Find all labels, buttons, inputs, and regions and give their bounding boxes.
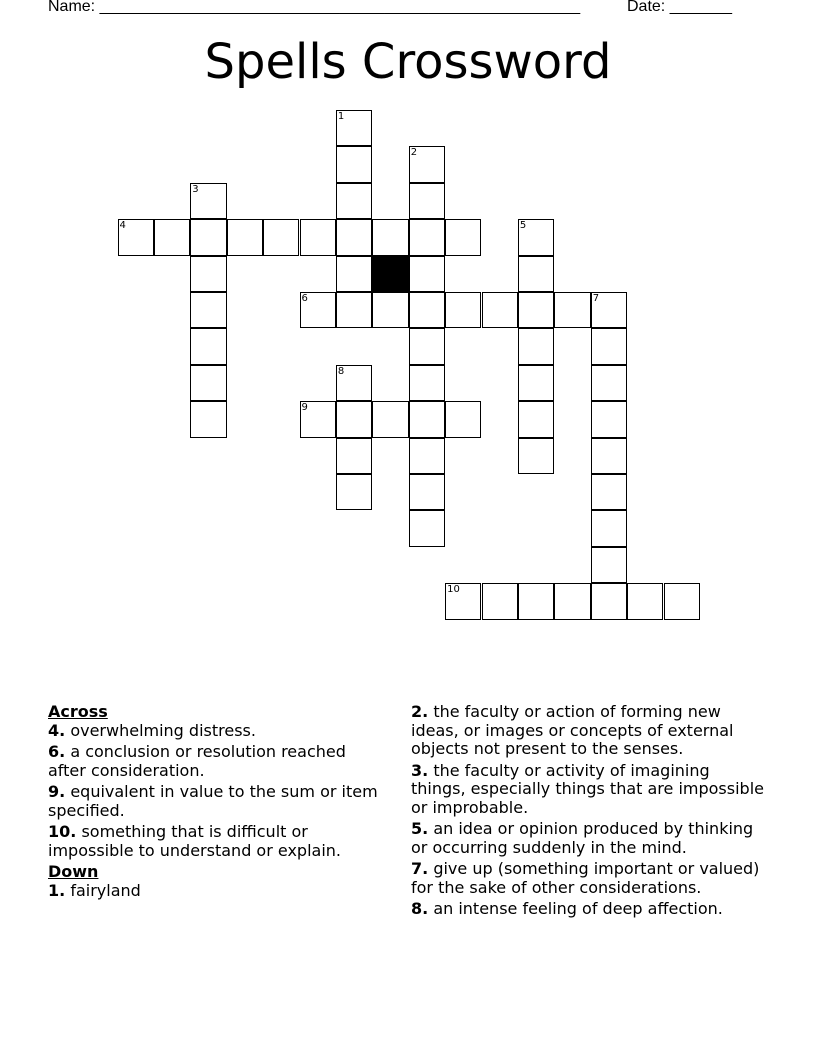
down-heading: Down	[48, 862, 99, 881]
grid-cell	[300, 292, 336, 328]
grid-cell	[372, 219, 408, 255]
clue-number: 9.	[48, 782, 66, 801]
grid-cell	[227, 219, 263, 255]
clue-number: 2.	[411, 702, 429, 721]
clue-number-label: 9	[301, 402, 308, 414]
clue-number-label: 3	[192, 183, 199, 195]
date-field: Date: _______	[627, 0, 732, 15]
clue-number-label: 7	[592, 293, 600, 304]
clue-number-label: 2	[410, 147, 418, 159]
grid-cell	[518, 365, 554, 401]
clue-number: 5.	[411, 819, 429, 838]
name-field: Name: ______________________________________________________	[48, 0, 581, 15]
grid-cell	[336, 256, 372, 292]
clue-down-7	[411, 860, 766, 897]
grid-cell	[372, 401, 408, 437]
grid-cell	[409, 183, 445, 219]
grid-cell	[336, 146, 372, 182]
grid-cell	[336, 219, 372, 255]
grid-cell	[591, 365, 627, 401]
grid-cell	[336, 110, 372, 146]
grid-cell	[554, 292, 590, 328]
grid-cell	[518, 219, 554, 255]
grid-cell	[445, 219, 481, 255]
clue-number: 6.	[48, 742, 66, 761]
grid-cell	[190, 328, 226, 364]
clue-across-4	[48, 722, 378, 741]
grid-cell	[300, 401, 336, 437]
clue-text: give up (something important or valued) for the sake of other considerations.	[411, 859, 760, 897]
grid-cell	[591, 474, 627, 510]
grid-cell	[154, 219, 190, 255]
grid-cell	[409, 328, 445, 364]
grid-cell	[336, 365, 372, 401]
clue-number-label: 1	[337, 111, 345, 122]
grid-cell	[336, 438, 372, 474]
grid-cell	[664, 583, 700, 619]
grid-cell	[336, 292, 372, 328]
clue-number-label: 4	[119, 220, 126, 232]
grid-cell	[190, 292, 226, 328]
clue-number: 3.	[411, 760, 429, 780]
clue-down-2	[411, 703, 766, 759]
clue-number: 4.	[48, 720, 66, 740]
clue-number: 7.	[411, 859, 429, 878]
clues-column-right	[411, 703, 766, 922]
clue-across-6	[48, 743, 378, 780]
clue-text: something that is difficult or impossible to understand or explain.	[48, 822, 341, 860]
clue-number-label: 6	[301, 293, 308, 304]
grid-cell	[591, 438, 627, 474]
clue-text: fairyland	[70, 880, 141, 900]
clue-down-1	[48, 882, 378, 901]
grid-cell	[591, 401, 627, 437]
grid-cell	[518, 438, 554, 474]
grid-cell	[372, 292, 408, 328]
clue-across-9	[48, 783, 378, 820]
page-title: Spells Crossword	[204, 34, 612, 90]
grid-cell	[591, 547, 627, 583]
clue-text: overwhelming distress.	[70, 720, 256, 740]
grid-cell	[591, 328, 627, 364]
grid-cell	[554, 583, 590, 619]
clue-text: a conclusion or resolution reached after consideration.	[48, 742, 346, 780]
clue-number-label: 8	[337, 365, 345, 377]
blocked-cell	[372, 256, 408, 292]
clue-number: 10.	[48, 822, 77, 841]
grid-cell	[190, 183, 226, 219]
clue-text: an idea or opinion produced by thinking or occurring suddenly in the mind.	[411, 819, 754, 857]
grid-cell	[336, 183, 372, 219]
grid-cell	[518, 583, 554, 619]
grid-cell	[445, 583, 481, 619]
across-heading: Across	[48, 702, 108, 721]
grid-cell	[300, 219, 336, 255]
grid-cell	[591, 292, 627, 328]
clue-down-3	[411, 762, 766, 818]
clue-text: the faculty or activity of imagining things, especially things that are impossible or improbable.	[411, 760, 764, 817]
grid-cell	[190, 365, 226, 401]
grid-cell	[409, 474, 445, 510]
clue-down-5	[411, 820, 766, 857]
grid-cell	[482, 583, 518, 619]
grid-cell	[409, 292, 445, 328]
clue-across-10	[48, 823, 378, 860]
grid-cell	[118, 219, 154, 255]
grid-cell	[190, 219, 226, 255]
clue-number: 1.	[48, 880, 66, 900]
grid-cell	[591, 583, 627, 619]
grid-cell	[409, 146, 445, 182]
grid-cell	[482, 292, 518, 328]
grid-cell	[518, 256, 554, 292]
clue-text: the faculty or action of forming new ideas, or images or concepts of external objects not present to the senses.	[411, 702, 734, 758]
clues-column-left	[48, 703, 378, 903]
clue-down-8	[411, 900, 766, 919]
clue-number-label: 10	[447, 584, 460, 596]
grid-cell	[409, 510, 445, 546]
grid-cell	[518, 292, 554, 328]
clue-number-label: 5	[519, 220, 527, 232]
grid-cell	[409, 256, 445, 292]
grid-cell	[190, 256, 226, 292]
grid-cell	[445, 401, 481, 437]
grid-cell	[409, 401, 445, 437]
grid-cell	[409, 219, 445, 255]
grid-cell	[409, 365, 445, 401]
clue-number: 8.	[411, 899, 429, 918]
grid-cell	[409, 438, 445, 474]
grid-cell	[336, 401, 372, 437]
grid-cell	[518, 401, 554, 437]
grid-cell	[591, 510, 627, 546]
clue-text: an intense feeling of deep affection.	[433, 899, 723, 918]
grid-cell	[518, 328, 554, 364]
grid-cell	[627, 583, 663, 619]
grid-cell	[190, 401, 226, 437]
grid-cell	[336, 474, 372, 510]
grid-cell	[263, 219, 299, 255]
grid-cell	[445, 292, 481, 328]
clue-text: equivalent in value to the sum or item specified.	[48, 782, 378, 820]
